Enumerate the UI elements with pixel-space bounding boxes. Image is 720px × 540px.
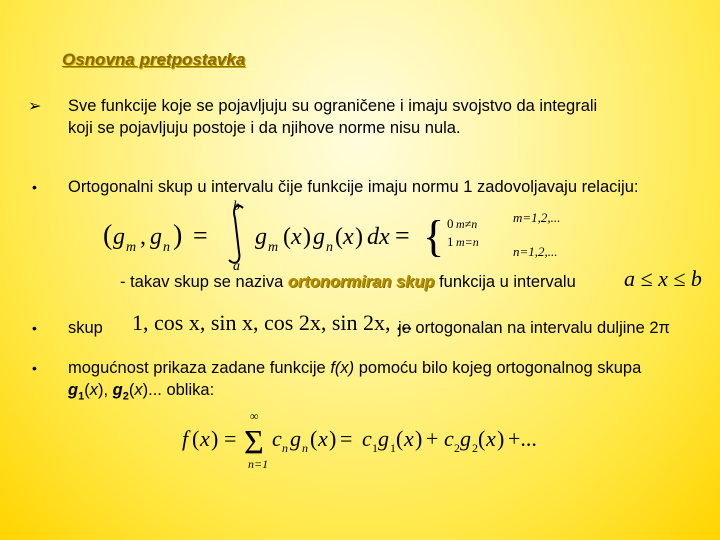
- case-0-cond: m≠n: [456, 217, 478, 231]
- svg-text:=: =: [395, 221, 410, 250]
- bullet-dot-icon: •: [32, 179, 37, 195]
- svg-text:m: m: [268, 240, 279, 255]
- svg-text:): ): [211, 426, 219, 451]
- lower-limit: a: [233, 259, 240, 274]
- svg-text:,: ,: [140, 224, 146, 250]
- svg-text:g: g: [460, 426, 471, 451]
- svg-text:n: n: [326, 240, 333, 255]
- svg-text:g: g: [313, 224, 325, 250]
- case-1-value: 1: [447, 234, 454, 249]
- bullet-4-line-1: mogućnost prikaza zadane funkcije f(x) pomoću bilo kojeg ortogonalnog skupa: [68, 359, 642, 377]
- page-title: Osnovna pretpostavka: [62, 50, 246, 69]
- svg-text:): ): [329, 426, 337, 451]
- svg-text:x: x: [200, 426, 210, 451]
- svg-text:(: (: [283, 224, 291, 250]
- svg-text:c: c: [362, 426, 372, 451]
- definition-prefix: - takav skup se naziva: [120, 273, 288, 291]
- svg-text:g: g: [290, 426, 301, 451]
- svg-text:=: =: [224, 426, 237, 451]
- svg-text:(: (: [103, 220, 113, 251]
- case-1-range: n=1,2,...: [513, 244, 558, 259]
- svg-text:): ): [173, 220, 183, 251]
- svg-text:): ): [303, 224, 311, 250]
- svg-text:x: x: [343, 224, 354, 250]
- svg-text:x: x: [486, 426, 496, 451]
- svg-text:2: 2: [472, 441, 478, 455]
- svg-text:2: 2: [454, 441, 460, 455]
- svg-text:1: 1: [390, 441, 396, 455]
- bullet-3-label: skup: [68, 319, 103, 337]
- svg-text:g: g: [255, 224, 267, 250]
- orthonormal-definition: [120, 272, 576, 293]
- svg-text:=: =: [340, 426, 353, 451]
- sum-lower: n=1: [248, 457, 269, 471]
- trig-series: 1, cos x, sin x, cos 2x, sin 2x, ...: [132, 310, 413, 335]
- bullet-1-line-1: Sve funkcije koje se pojavljuju su ograničene i imaju svojstvo da integrali: [68, 97, 598, 115]
- case-1-cond: m=n: [456, 235, 479, 249]
- svg-text:=: =: [193, 221, 208, 250]
- orthonormality-formula: [95, 196, 595, 276]
- svg-text:Σ: Σ: [244, 424, 264, 461]
- svg-text:(: (: [310, 426, 318, 451]
- arrow-bullet-icon: ➢: [28, 98, 42, 115]
- svg-text:g: g: [150, 224, 162, 250]
- upper-limit: b: [233, 199, 240, 214]
- svg-text:x: x: [318, 426, 328, 451]
- svg-text:n: n: [302, 441, 308, 455]
- svg-text:g: g: [378, 426, 389, 451]
- bullet-dot-icon: •: [32, 320, 37, 336]
- svg-text:(: (: [192, 426, 200, 451]
- svg-text:): ): [415, 426, 423, 451]
- bullet-3-suffix: je ortogonalan na intervalu duljine 2π: [398, 319, 670, 337]
- svg-text:(: (: [335, 224, 343, 250]
- bullet-dot-icon: •: [32, 360, 37, 376]
- svg-text:dx: dx: [367, 224, 390, 250]
- interval-expression: a ≤ x ≤ b: [624, 266, 702, 291]
- svg-text:+...: +...: [508, 426, 537, 451]
- case-0-range: m=1,2,...: [513, 210, 561, 225]
- svg-text:x: x: [291, 224, 302, 250]
- orthonormal-term: ortonormiran skup: [287, 273, 435, 291]
- svg-text:): ): [355, 224, 363, 250]
- svg-text:): ): [497, 426, 505, 451]
- bullet-4-line-2: $g_1(x)$, $g_2(x)$... oblika:: [68, 381, 215, 403]
- bullet-1-line-2: koji se pojavljuju postoje i da njihove norme nisu nula.: [68, 119, 461, 137]
- svg-text:c: c: [272, 426, 282, 451]
- svg-text:g: g: [113, 224, 125, 250]
- bullet-4-oblika: oblika:: [166, 381, 215, 399]
- definition-suffix: funkcija u intervalu: [434, 273, 576, 291]
- svg-text:+: +: [426, 426, 439, 451]
- svg-text:(: (: [396, 426, 404, 451]
- svg-text:1: 1: [372, 441, 378, 455]
- svg-text:m: m: [126, 240, 137, 255]
- svg-text:n: n: [163, 240, 170, 255]
- sum-upper: ∞: [250, 409, 259, 423]
- svg-text:f: f: [182, 426, 189, 451]
- svg-text:x: x: [404, 426, 414, 451]
- bullet-2-text: Ortogonalni skup u intervalu čije funkcije imaju normu 1 zadovoljavaju relaciju:: [68, 178, 639, 196]
- svg-text:(: (: [478, 426, 486, 451]
- svg-text:n: n: [282, 441, 288, 455]
- svg-text:c: c: [444, 426, 454, 451]
- svg-text:{: {: [423, 212, 445, 261]
- series-expansion-formula: [180, 408, 560, 472]
- case-0-value: 0: [447, 216, 454, 231]
